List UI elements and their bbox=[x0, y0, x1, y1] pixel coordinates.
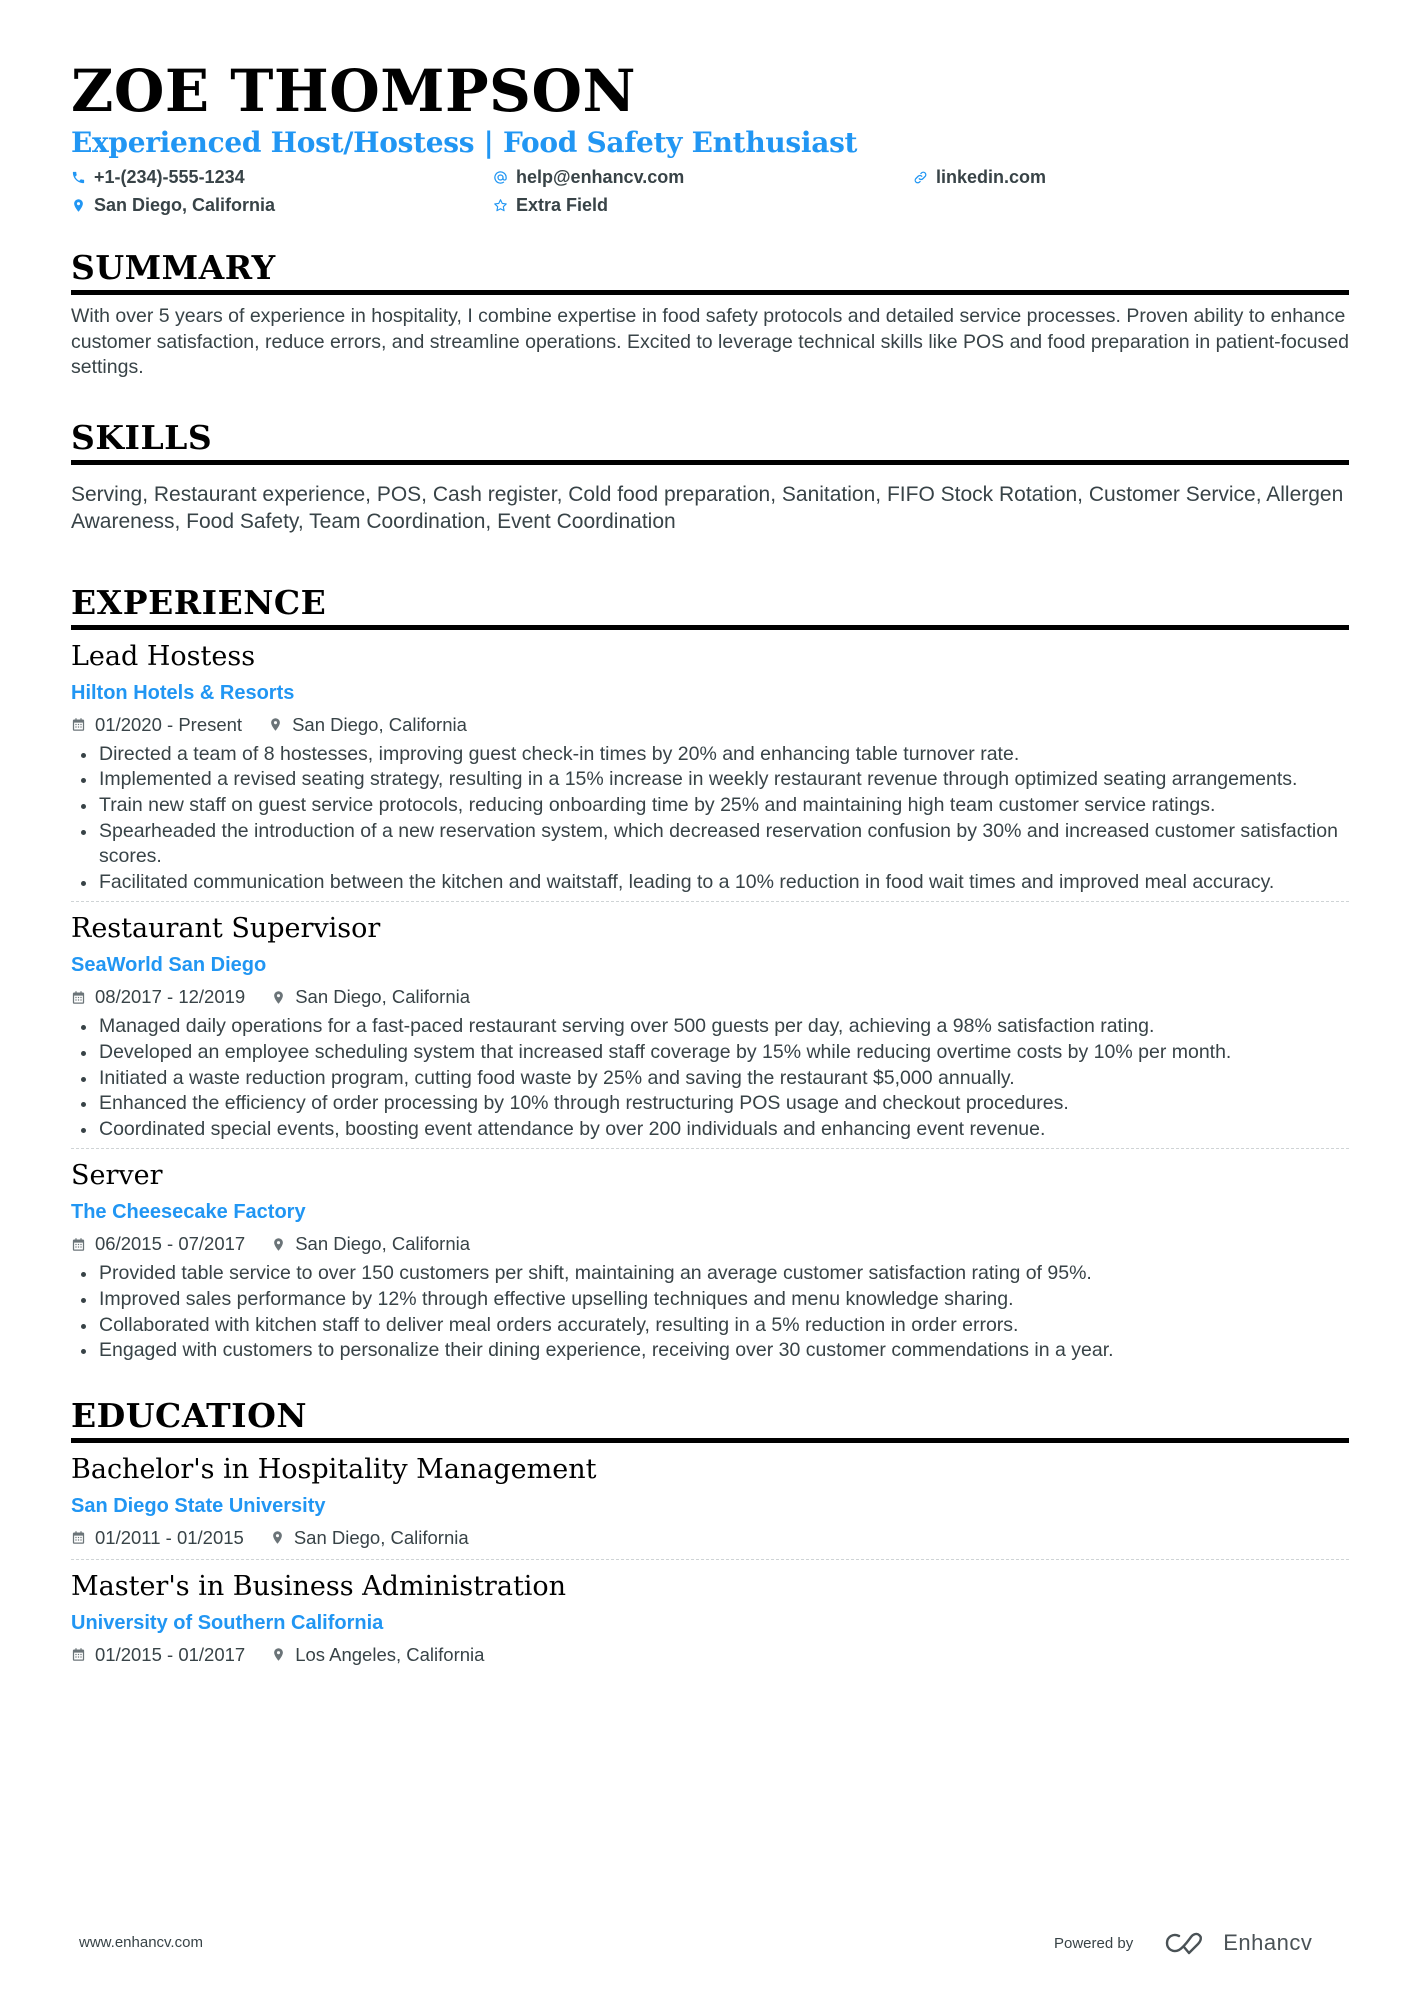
enhancv-logo[interactable] bbox=[1163, 1930, 1312, 1956]
location-icon bbox=[71, 198, 86, 213]
job-meta bbox=[71, 710, 1349, 740]
job-title: Restaurant Supervisor bbox=[71, 913, 381, 945]
job-location: San Diego, California bbox=[271, 1229, 470, 1259]
email-text: help@enhancv.com bbox=[516, 167, 685, 187]
summary-section bbox=[71, 248, 1349, 381]
brand-name: Enhancv bbox=[1223, 1930, 1313, 1955]
experience-entry bbox=[71, 902, 1349, 1149]
bullet-item: Provided table service to over 150 customers per shift, maintaining an average customer satisfaction rating of 95%. bbox=[71, 1261, 1349, 1287]
location-icon bbox=[271, 990, 286, 1005]
calendar-icon bbox=[71, 1647, 86, 1662]
bullet-item: Initiated a waste reduction program, cutting food waste by 25% and saving the restaurant $5,000 annually. bbox=[71, 1066, 1349, 1092]
candidate-name: ZOE THOMPSON bbox=[71, 57, 636, 125]
summary-text: With over 5 years of experience in hospitality, I combine expertise in food safety protocols and detailed service processes. Proven ability to enhance customer satisfaction, reduce errors, and streamline operations. Excited to leverage technical skills like POS and food preparation in patient-focused settings. bbox=[71, 305, 1349, 379]
degree-title: Bachelor's in Hospitality Management bbox=[71, 1453, 597, 1485]
calendar-icon bbox=[71, 1530, 86, 1545]
bullet-item: Spearheaded the introduction of a new reservation system, which decreased reservation confusion by 30% and increased customer satisfaction scores. bbox=[71, 819, 1349, 870]
location-icon bbox=[271, 1237, 286, 1252]
experience-section bbox=[71, 583, 1349, 1364]
location-icon bbox=[271, 1647, 286, 1662]
powered-by bbox=[1054, 1928, 1312, 1958]
bullet-item: Enhanced the efficiency of order processing by 10% through restructuring POS usage and checkout procedures. bbox=[71, 1091, 1349, 1117]
powered-by-label: Powered by bbox=[1054, 1934, 1134, 1952]
location-text: San Diego, California bbox=[94, 195, 276, 215]
section-divider bbox=[71, 460, 1349, 465]
education-heading: EDUCATION bbox=[71, 1395, 308, 1435]
calendar-icon bbox=[71, 717, 86, 732]
company-name: The Cheesecake Factory bbox=[71, 1201, 306, 1224]
phone-icon bbox=[71, 170, 86, 185]
company-name: SeaWorld San Diego bbox=[71, 954, 267, 977]
linkedin-text: linkedin.com bbox=[936, 167, 1047, 187]
page-footer bbox=[0, 1928, 1410, 1968]
date-range: 06/2015 - 07/2017 bbox=[71, 1229, 245, 1259]
bullet-item: Improved sales performance by 12% through effective upselling techniques and menu knowledge sharing. bbox=[71, 1287, 1349, 1313]
website-link[interactable]: www.enhancv.com bbox=[79, 1934, 203, 1951]
at-icon bbox=[493, 170, 508, 185]
date-range: 01/2011 - 01/2015 bbox=[71, 1523, 244, 1553]
education-entry bbox=[71, 1560, 1349, 1670]
location-icon bbox=[268, 717, 283, 732]
contact-extra-field bbox=[493, 193, 913, 218]
job-meta bbox=[71, 982, 1349, 1012]
bullet-item: Coordinated special events, boosting event attendance by over 200 individuals and enhancing event revenue. bbox=[71, 1117, 1349, 1143]
resume-header bbox=[71, 58, 1349, 218]
date-range: 08/2017 - 12/2019 bbox=[71, 982, 245, 1012]
extra-field-text: Extra Field bbox=[516, 195, 609, 215]
company-name: Hilton Hotels & Resorts bbox=[71, 681, 295, 704]
job-bullets bbox=[71, 1014, 1349, 1142]
star-icon bbox=[493, 198, 508, 213]
bullet-item: Managed daily operations for a fast-paced restaurant serving over 500 guests per day, achieving a 98% satisfaction rating. bbox=[71, 1014, 1349, 1040]
degree-title: Master's in Business Administration bbox=[71, 1570, 567, 1602]
bullet-item: Developed an employee scheduling system that increased staff coverage by 15% while reducing overtime costs by 10% per month. bbox=[71, 1040, 1349, 1066]
resume-page bbox=[71, 58, 1349, 1670]
bullet-item: Directed a team of 8 hostesses, improving guest check-in times by 20% and enhancing table turnover rate. bbox=[71, 742, 1349, 768]
skills-text: Serving, Restaurant experience, POS, Cash register, Cold food preparation, Sanitation, FIFO Stock Rotation, Customer Service, Allergen Awareness, Food Safety, Team Coordination, Event Coordination bbox=[71, 482, 1344, 533]
calendar-icon bbox=[71, 990, 86, 1005]
contact-phone[interactable] bbox=[71, 165, 493, 190]
date-range: 01/2020 - Present bbox=[71, 710, 242, 740]
date-range: 01/2015 - 01/2017 bbox=[71, 1640, 245, 1670]
summary-heading: SUMMARY bbox=[71, 248, 276, 287]
school-name: University of Southern California bbox=[71, 1611, 384, 1634]
contact-location bbox=[71, 193, 493, 218]
education-entry bbox=[71, 1443, 1349, 1560]
contact-info bbox=[71, 165, 1349, 218]
school-location: San Diego, California bbox=[270, 1523, 469, 1553]
education-meta bbox=[71, 1640, 1349, 1670]
skills-heading: SKILLS bbox=[71, 417, 213, 457]
job-location: San Diego, California bbox=[268, 710, 467, 740]
experience-entry bbox=[71, 1149, 1349, 1363]
enhancv-logo-icon bbox=[1163, 1930, 1211, 1956]
section-divider bbox=[71, 290, 1349, 295]
job-meta bbox=[71, 1229, 1349, 1259]
candidate-title: Experienced Host/Hostess | Food Safety Enthusiast bbox=[71, 126, 858, 159]
education-meta bbox=[71, 1523, 1349, 1553]
job-bullets bbox=[71, 742, 1349, 896]
experience-heading: EXPERIENCE bbox=[71, 582, 327, 622]
education-section bbox=[71, 1396, 1349, 1670]
phone-text: +1-(234)-555-1234 bbox=[94, 167, 245, 187]
location-icon bbox=[270, 1530, 285, 1545]
contact-email[interactable] bbox=[493, 165, 913, 190]
contact-linkedin[interactable] bbox=[913, 165, 1333, 190]
school-location: Los Angeles, California bbox=[271, 1640, 484, 1670]
experience-entry bbox=[71, 630, 1349, 903]
bullet-item: Train new staff on guest service protocols, reducing onboarding time by 25% and maintaining high team customer service ratings. bbox=[71, 793, 1349, 819]
bullet-item: Engaged with customers to personalize their dining experience, receiving over 30 customer commendations in a year. bbox=[71, 1338, 1349, 1364]
bullet-item: Implemented a revised seating strategy, resulting in a 15% increase in weekly restaurant revenue through optimized seating arrangements. bbox=[71, 767, 1349, 793]
school-name: San Diego State University bbox=[71, 1494, 326, 1517]
link-icon bbox=[913, 170, 928, 185]
job-title: Lead Hostess bbox=[71, 640, 256, 672]
skills-section bbox=[71, 418, 1349, 535]
job-bullets bbox=[71, 1261, 1349, 1363]
bullet-item: Collaborated with kitchen staff to deliver meal orders accurately, resulting in a 5% reduction in order errors. bbox=[71, 1313, 1349, 1339]
bullet-item: Facilitated communication between the kitchen and waitstaff, leading to a 10% reduction in food wait times and improved meal accuracy. bbox=[71, 870, 1349, 896]
calendar-icon bbox=[71, 1237, 86, 1252]
job-location: San Diego, California bbox=[271, 982, 470, 1012]
job-title: Server bbox=[71, 1160, 163, 1192]
